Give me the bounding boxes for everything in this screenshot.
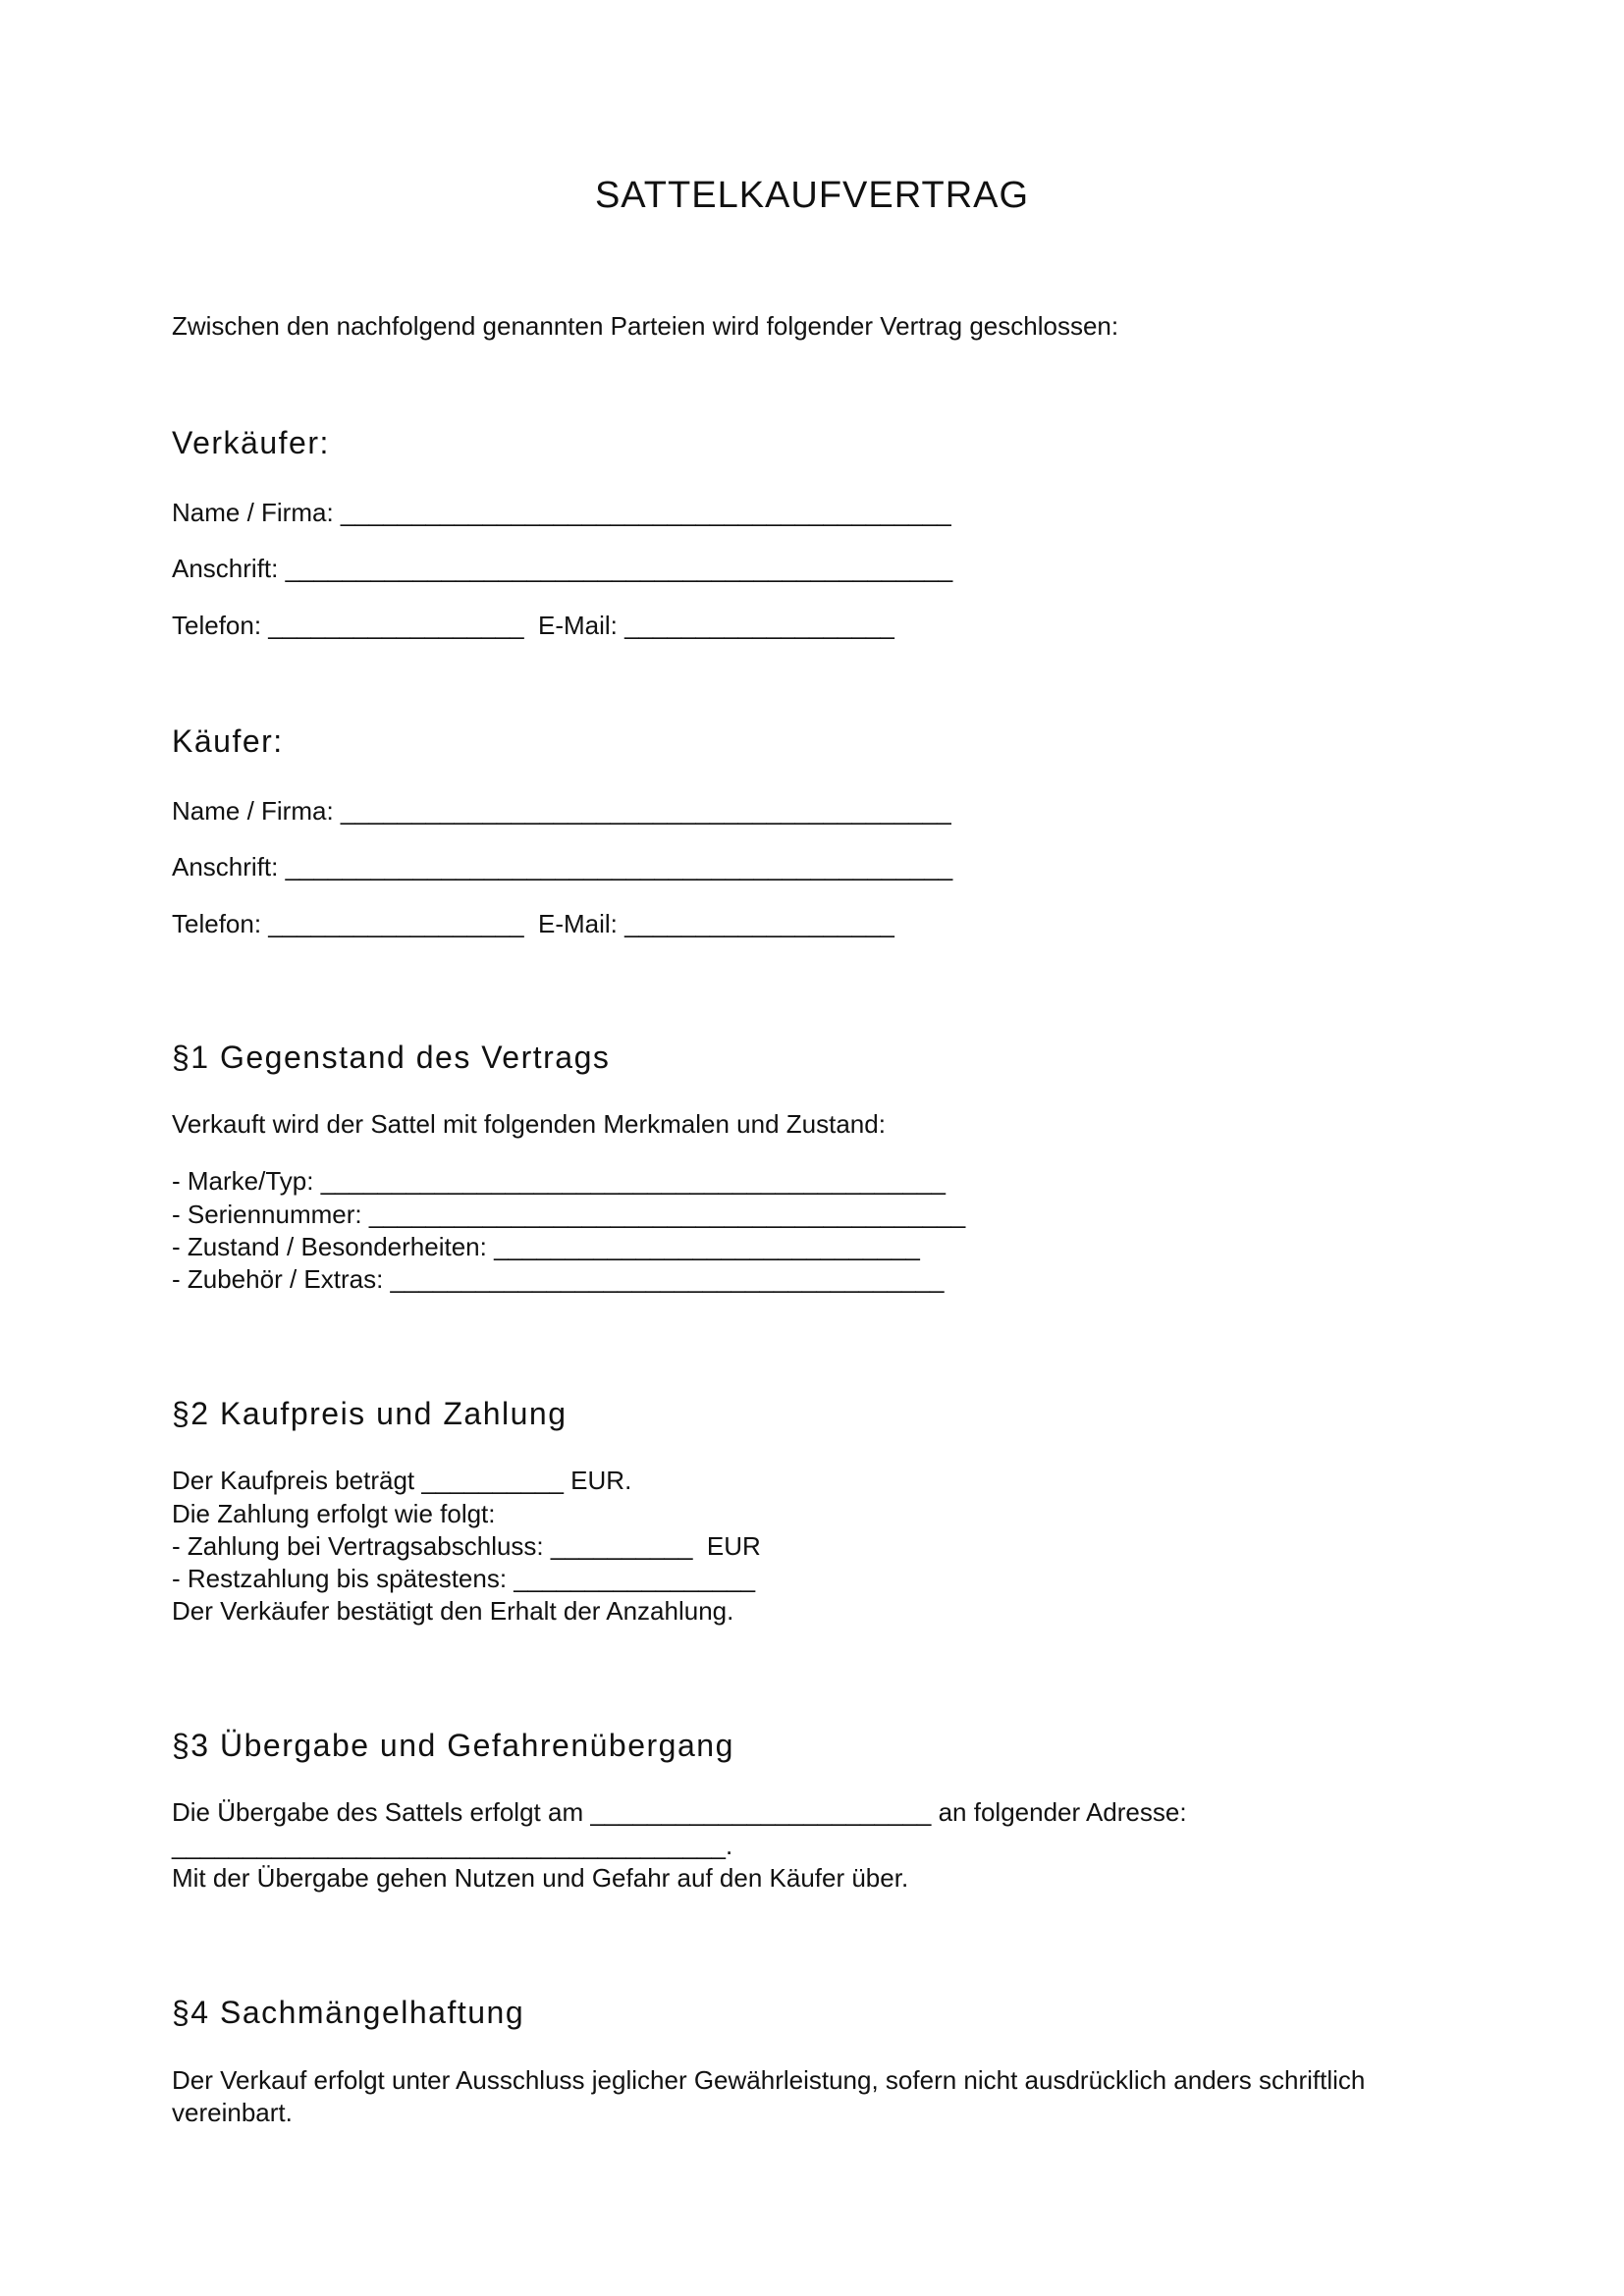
section1-item: - Marke/Typ: ____________________________________________ bbox=[172, 1166, 946, 1196]
section2-heading: §2 Kaufpreis und Zahlung bbox=[172, 1396, 568, 1431]
section2-line: Der Kaufpreis beträgt __________ EUR. bbox=[172, 1466, 632, 1495]
section3-line: _______________________________________. bbox=[172, 1831, 733, 1860]
section1-heading: §1 Gegenstand des Vertrags bbox=[172, 1040, 611, 1075]
seller-address-line: Anschrift: _______________________________________________ bbox=[172, 554, 953, 583]
section3-line: Mit der Übergabe gehen Nutzen und Gefahr auf den Käufer über. bbox=[172, 1863, 909, 1893]
section4-line: vereinbart. bbox=[172, 2098, 293, 2127]
document-title: SATTELKAUFVERTRAG bbox=[594, 175, 1030, 216]
buyer-address-line: Anschrift: _______________________________________________ bbox=[172, 852, 953, 881]
buyer-name-line: Name / Firma: ___________________________________________ bbox=[172, 796, 951, 826]
section3-heading: §3 Übergabe und Gefahrenübergang bbox=[172, 1728, 734, 1763]
intro-text: Zwischen den nachfolgend genannten Parteien wird folgender Vertrag geschlossen: bbox=[172, 311, 1119, 341]
buyer-contact-line: Telefon: __________________ E-Mail: ___________________ bbox=[172, 909, 894, 938]
section1-item: - Zustand / Besonderheiten: ______________________________ bbox=[172, 1232, 920, 1261]
seller-name-line: Name / Firma: ___________________________________________ bbox=[172, 498, 951, 527]
section2-line: - Zahlung bei Vertragsabschluss: __________ EUR bbox=[172, 1531, 761, 1561]
section1-item: - Zubehör / Extras: _______________________________________ bbox=[172, 1264, 945, 1294]
section4-line: Der Verkauf erfolgt unter Ausschluss jeglicher Gewährleistung, sofern nicht ausdrücklich anders schriftlich bbox=[172, 2065, 1366, 2095]
seller-heading: Verkäufer: bbox=[172, 425, 330, 460]
section4-heading: §4 Sachmängelhaftung bbox=[172, 1995, 525, 2030]
section2-line: Der Verkäufer bestätigt den Erhalt der Anzahlung. bbox=[172, 1596, 734, 1626]
section2-line: - Restzahlung bis spätestens: _________________ bbox=[172, 1564, 756, 1593]
section1-item: - Seriennummer: __________________________________________ bbox=[172, 1200, 966, 1229]
buyer-heading: Käufer: bbox=[172, 723, 284, 759]
section2-line: Die Zahlung erfolgt wie folgt: bbox=[172, 1499, 496, 1528]
section1-intro: Verkauft wird der Sattel mit folgenden Merkmalen und Zustand: bbox=[172, 1109, 886, 1139]
section3-line: Die Übergabe des Sattels erfolgt am ________________________ an folgender Adresse: bbox=[172, 1797, 1187, 1827]
seller-contact-line: Telefon: __________________ E-Mail: ___________________ bbox=[172, 611, 894, 640]
